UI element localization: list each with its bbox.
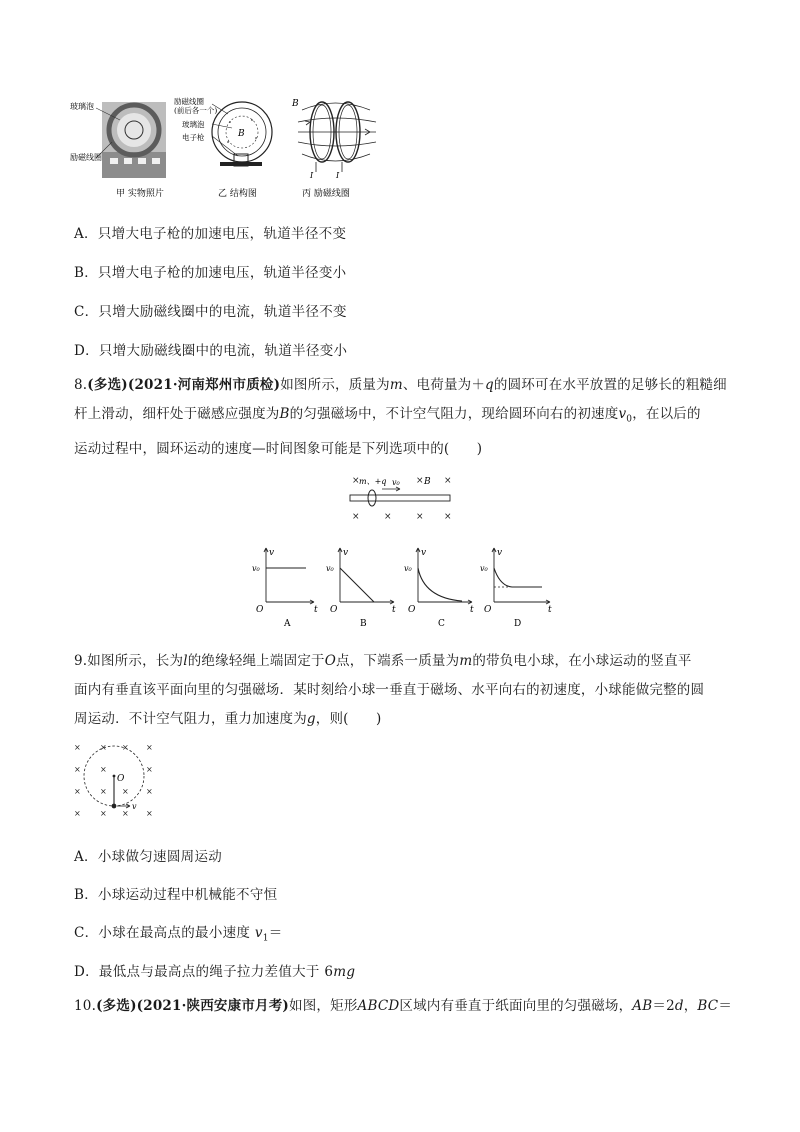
photo-apparatus [96, 102, 166, 178]
q9-circle-figure [70, 738, 160, 820]
q9-option-c [74, 921, 283, 944]
q9-text: 点，下端系一质量为 [336, 653, 460, 669]
svg-text:×: × [416, 476, 424, 486]
photo-label-bulb: 玻璃泡 [70, 102, 94, 111]
q7-option-a: A．只增大电子枪的加速电压，轨道半径不变 [74, 226, 347, 242]
q8-rod-label-v0: v₀ [392, 478, 400, 487]
q10-var-ab: AB [632, 998, 653, 1014]
top-figure [70, 92, 390, 204]
current-label-2: I [336, 171, 340, 180]
q7-option-b: B．只增大电子枪的加速电压，轨道半径变小 [74, 265, 347, 281]
q9-number: 9. [74, 653, 88, 669]
q8-graphs [246, 540, 566, 630]
svg-text:×: × [416, 512, 424, 522]
q9-option-d [74, 960, 355, 980]
graph-a-v: v [269, 548, 275, 558]
svg-text:×: × [146, 765, 153, 774]
q9-option-c-var: v [254, 925, 263, 941]
svg-text:×: × [352, 476, 360, 486]
q9-var-g: g [306, 711, 316, 727]
q9-text: 如图所示，长为 [87, 653, 184, 669]
graph-a-v0: v₀ [252, 564, 260, 573]
q10-text: ， [683, 998, 698, 1014]
graph-d-o: O [484, 605, 492, 615]
caption-photo: 甲 实物照片 [116, 189, 164, 199]
coil-field-diagram [298, 102, 376, 172]
q9-option-c-eq: ＝ [268, 925, 283, 941]
q9-text: 的绝缘轻绳上端固定于 [187, 653, 325, 669]
photo-label-coil: 励磁线圈 [70, 153, 102, 162]
struct-label-gun: 电子枪 [182, 133, 205, 142]
q9-var-m: m [459, 653, 473, 669]
graph-a-t: t [314, 605, 318, 615]
field-label-b: B [292, 99, 299, 109]
q10-text: ＝2 [652, 998, 675, 1014]
svg-text:×: × [146, 787, 153, 796]
caption-structure: 乙 结构图 [218, 189, 257, 199]
q10-var-d: d [674, 998, 684, 1014]
svg-text:×: × [100, 787, 107, 796]
svg-text:×: × [74, 809, 81, 818]
q8-var-q: q [485, 377, 494, 393]
svg-text:×: × [384, 512, 392, 522]
q10-text: ＝ [718, 998, 733, 1014]
q9-fig-v: v [132, 802, 137, 811]
svg-text:×: × [122, 787, 129, 796]
q9-option-c-sub: 1 [262, 933, 269, 944]
q9-fig-o: O [117, 774, 125, 784]
q8-var-m: m [389, 377, 403, 393]
svg-text:×: × [146, 743, 153, 752]
q9-option-b: B．小球运动过程中机械能不守恒 [74, 887, 278, 903]
struct-label-coil-note: (前后各一个) [174, 106, 218, 115]
q9-option-c-text: C．小球在最高点的最小速度 [74, 925, 255, 941]
q8-var-v0: v [618, 406, 627, 422]
graph-c-t: t [470, 605, 474, 615]
svg-text:B: B [238, 129, 245, 139]
q8-text: 、电荷量为＋ [402, 377, 486, 393]
q10-text: 区域内有垂直于纸面向里的匀强磁场， [399, 998, 633, 1014]
graph-b-t: t [392, 605, 396, 615]
graph-a-label: A [284, 619, 291, 629]
graph-b-v0: v₀ [326, 564, 334, 573]
q10-number: 10. [74, 998, 97, 1014]
q7-option-d: D．只增大励磁线圈中的电流，轨道半径变小 [74, 343, 348, 359]
q9-text: 的带负电小球，在小球运动的竖直平 [472, 653, 692, 669]
graph-b-label: B [360, 619, 367, 629]
q8-text: ，在以后的 [632, 406, 701, 422]
graph-c-v0: v₀ [404, 564, 412, 573]
svg-text:×: × [74, 787, 81, 796]
graph-b-v: v [343, 548, 349, 558]
graph-b-o: O [330, 605, 338, 615]
svg-text:×: × [100, 743, 107, 752]
svg-text:×: × [122, 809, 129, 818]
q8-text: 如图所示，质量为 [280, 377, 390, 393]
graph-c-o: O [408, 605, 416, 615]
q9-text: 周运动．不计空气阻力，重力加速度为 [74, 711, 307, 727]
graph-d-t: t [548, 605, 552, 615]
q10-text: 如图，矩形 [289, 998, 358, 1014]
q8-text: 的圆环可在水平放置的足够长的粗糙细 [493, 377, 727, 393]
q8-text: 运动过程中，圆环运动的速度—时间图象可能是下列选项中的( ) [74, 440, 483, 457]
q9-stem [74, 647, 734, 734]
q8-tag: (多选)(2021·河南郑州市质检) [87, 377, 281, 393]
q8-rod-label-mq: m、+q [359, 477, 387, 486]
q7-option-c: C．只增大励磁线圈中的电流，轨道半径不变 [74, 304, 347, 320]
q8-text: 杆上滑动，细杆处于磁感应强度为 [74, 406, 280, 422]
graph-c-label: C [438, 619, 445, 629]
q9-text: ，则( ) [315, 711, 382, 727]
graph-a-o: O [256, 605, 264, 615]
graph-d-v0: v₀ [480, 564, 488, 573]
struct-label-coil: 励磁线圈 [174, 97, 204, 106]
q10-var-abcd: ABCD [357, 998, 400, 1014]
svg-text:×: × [100, 765, 107, 774]
svg-text:×: × [74, 765, 81, 774]
q10-tag: (多选)(2021·陕西安康市月考) [96, 998, 290, 1014]
q8-number: 8. [74, 377, 88, 393]
struct-label-bulb: 玻璃泡 [182, 120, 205, 129]
q10-stem [74, 992, 734, 1021]
q8-var-b: B [279, 406, 290, 422]
structure-diagram [212, 102, 272, 166]
svg-text:×: × [100, 809, 107, 818]
q9-var-l: l [183, 653, 188, 669]
q9-option-d-text: D．最低点与最高点的绳子拉力差值大于 6 [74, 964, 334, 980]
svg-text:×: × [444, 512, 452, 522]
q8-text: 的匀强磁场中，不计空气阻力，现给圆环向右的初速度 [289, 406, 619, 422]
graph-c-v: v [421, 548, 427, 558]
q9-var-o: O [324, 653, 336, 669]
svg-text:×: × [74, 743, 81, 752]
caption-coil: 丙 励磁线圈 [302, 189, 350, 199]
current-label-1: I [310, 171, 314, 180]
svg-text:×: × [146, 809, 153, 818]
svg-text:×: × [444, 476, 452, 486]
q10-var-bc: BC [697, 998, 719, 1014]
q8-var-v0-sub: 0 [626, 414, 633, 425]
q9-option-a: A．小球做匀速圆周运动 [74, 849, 223, 865]
q8-rod-label-b: B [424, 477, 431, 487]
graph-d-label: D [514, 619, 522, 629]
graph-d-v: v [497, 548, 503, 558]
q8-rod-figure [340, 473, 460, 523]
svg-text:×: × [122, 743, 129, 752]
svg-text:×: × [352, 512, 360, 522]
q9-text: 面内有垂直该平面向里的匀强磁场．某时刻给小球一垂直于磁场、水平向右的初速度，小球能做完整的圆 [74, 682, 705, 698]
q9-option-d-var: mg [333, 964, 356, 980]
q8-stem [74, 371, 734, 464]
